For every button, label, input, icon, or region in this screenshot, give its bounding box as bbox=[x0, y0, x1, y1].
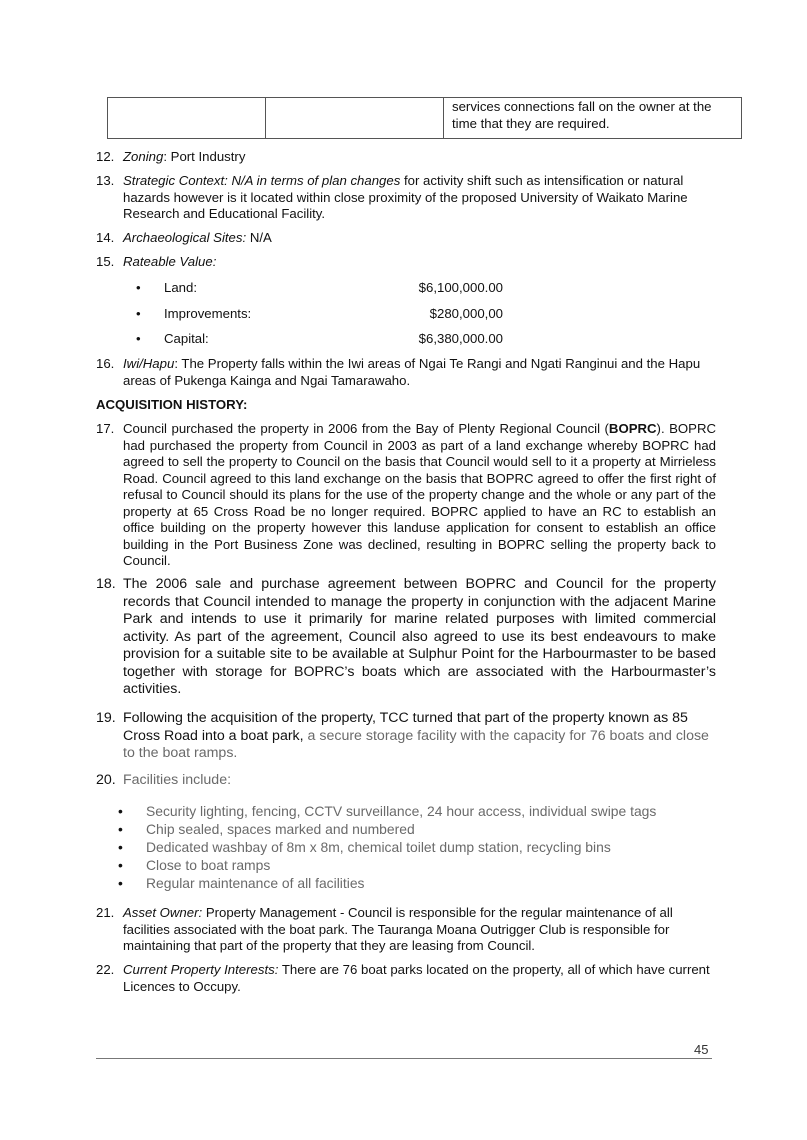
list-item-property-interests bbox=[96, 962, 716, 996]
list-item-iwi-hapu bbox=[96, 356, 716, 390]
list-item-strategic-context bbox=[96, 173, 716, 223]
item-text: There are 76 boat parks located on the property, all of which have current Licences to Occupy. bbox=[123, 962, 710, 994]
item-bold-text: BOPRC bbox=[608, 421, 657, 436]
facility-text: Dedicated washbay of 8m x 8m, chemical toilet dump station, recycling bins bbox=[146, 839, 611, 855]
item-text: N/A bbox=[246, 230, 272, 245]
item-number: 12. bbox=[96, 149, 115, 164]
rateable-label: Capital: bbox=[164, 331, 209, 346]
item-text: Council purchased the property in 2006 from the Bay of Plenty Regional Council ( bbox=[123, 421, 609, 436]
table-cell: services connections fall on the owner at the time that they are required. bbox=[444, 98, 742, 139]
list-item-sale-agreement bbox=[96, 576, 716, 698]
item-text: for activity shift such as intensification or natural hazards however is it located within close proximity of the proposed University of Waikato Marine Research and Educational Facility. bbox=[123, 173, 688, 221]
item-text: : The Property falls within the Iwi areas of Ngai Te Rangi and Ngati Ranginui and the Hapu areas of Pukenga Kainga and Ngai Tamarawaho. bbox=[123, 356, 701, 388]
item-label: Iwi/Hapu bbox=[123, 356, 175, 371]
bullet-icon: • bbox=[136, 331, 141, 346]
list-item-rateable-value bbox=[96, 254, 716, 271]
bullet-icon: • bbox=[118, 803, 123, 819]
rateable-row-capital bbox=[136, 331, 503, 347]
item-label: Zoning bbox=[123, 149, 164, 164]
item-number: 18. bbox=[96, 576, 116, 592]
facility-text: Chip sealed, spaces marked and numbered bbox=[146, 821, 415, 837]
footer-rule bbox=[96, 1058, 712, 1059]
list-item-zoning bbox=[96, 149, 716, 166]
item-text: Following the acquisition of the property, TCC turned that part of the property known as 85 Cross Road into a boat park, bbox=[123, 710, 688, 744]
list-item-asset-owner bbox=[96, 905, 716, 955]
item-label: Archaeological Sites: bbox=[123, 230, 247, 245]
item-text: Property Management - Council is responsible for the regular maintenance of all facilities associated with the boat park. The Tauranga Moana Outrigger Club is responsible for maintaining that part of the property that they are leasing from Council. bbox=[123, 905, 673, 953]
item-text: : Port Industry bbox=[163, 149, 246, 164]
continuation-table bbox=[107, 97, 742, 139]
facility-text: Regular maintenance of all facilities bbox=[146, 875, 365, 891]
rateable-label: Improvements: bbox=[164, 306, 252, 321]
item-number: 14. bbox=[96, 230, 115, 245]
rateable-row-improvements bbox=[136, 306, 503, 322]
list-item-acquisition-history bbox=[96, 421, 716, 571]
item-number: 21. bbox=[96, 905, 115, 920]
bullet-icon: • bbox=[118, 821, 123, 837]
section-heading: ACQUISITION HISTORY: bbox=[96, 397, 248, 412]
item-label: Strategic Context: N/A in terms of plan changes bbox=[123, 173, 401, 188]
item-number: 17. bbox=[96, 421, 115, 436]
rateable-value: $6,380,000.00 bbox=[418, 331, 503, 346]
rateable-row-land bbox=[136, 280, 503, 296]
item-number: 16. bbox=[96, 356, 115, 371]
table-cell bbox=[108, 98, 266, 139]
rateable-value: $280,000,00 bbox=[429, 306, 503, 321]
bullet-icon: • bbox=[136, 306, 141, 321]
rateable-value: $6,100,000.00 bbox=[418, 280, 503, 295]
table-cell bbox=[266, 98, 444, 139]
list-item-facilities bbox=[96, 772, 716, 789]
item-number: 22. bbox=[96, 962, 115, 977]
item-number: 13. bbox=[96, 173, 115, 188]
item-text: ). BOPRC had purchased the property from Council in 2003 as part of a land exchange whereby BOPRC had agreed to sell the property to Council on the basis that Council would sell to it a property at Mirrieless Road. Council agreed to this land exchange on the basis that BOPRC agreed to offer the first right of refusal to Council should its plans for the use of the property change and the whole or any part of the property at 65 Cross Road be no longer required. BOPRC applied to have an RC to establish an office building on the property however this landuse application for consent to establish an office building in the Port Business Zone was declined, resulting in BOPRC selling the property back to Council. bbox=[123, 421, 717, 568]
bullet-icon: • bbox=[136, 280, 141, 295]
facility-text: Security lighting, fencing, CCTV surveillance, 24 hour access, individual swipe tags bbox=[146, 803, 657, 819]
item-number: 20. bbox=[96, 772, 116, 788]
list-item-boat-park bbox=[96, 710, 716, 762]
bullet-icon: • bbox=[118, 857, 123, 873]
bullet-icon: • bbox=[118, 875, 123, 891]
page-number: 45 bbox=[694, 1042, 709, 1057]
item-label: Asset Owner: bbox=[123, 905, 203, 920]
facility-text: Close to boat ramps bbox=[146, 857, 271, 873]
bullet-icon: • bbox=[118, 839, 123, 855]
item-number: 15. bbox=[96, 254, 115, 269]
item-text: The 2006 sale and purchase agreement between BOPRC and Council for the property records that Council intended to manage the property in conjunction with the adjacent Marine Park and intends to use it primarily for marine related purposes with limited commercial activity. As part of the agreement, Council also agreed to use its best endeavours to make provision for a suitable site to be available at Sulphur Point for the Harbourmaster to be based together with storage for BOPRC’s boats which are associated with the Harbourmaster’s activities. bbox=[123, 576, 716, 697]
item-number: 19. bbox=[96, 710, 116, 726]
item-label: Rateable Value: bbox=[123, 254, 217, 269]
item-text: Facilities include: bbox=[123, 772, 232, 788]
rateable-label: Land: bbox=[164, 280, 198, 295]
table-row bbox=[108, 98, 742, 139]
item-text-grey: a secure storage facility with the capacity for 76 boats and close to the boat ramps. bbox=[123, 727, 709, 761]
list-item-archaeological-sites bbox=[96, 230, 716, 247]
item-label: Current Property Interests: bbox=[123, 962, 279, 977]
